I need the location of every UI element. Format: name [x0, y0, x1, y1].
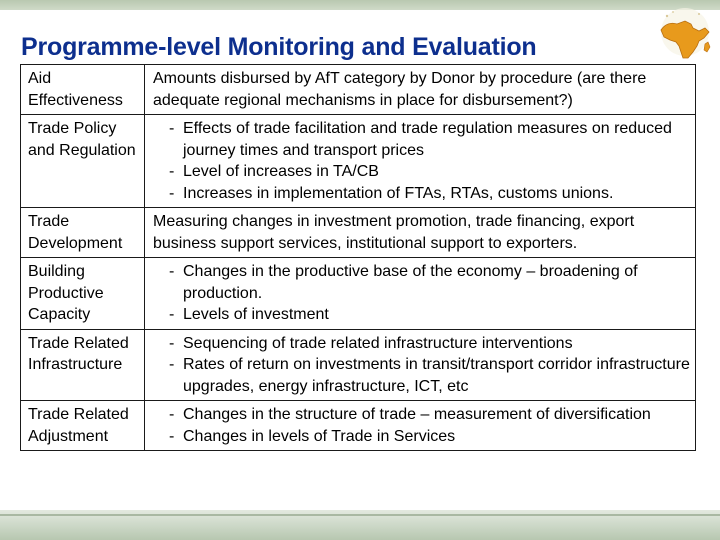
row-label: Building Productive Capacity: [21, 258, 145, 330]
bullet-item: - Changes in the productive base of the economy – broadening of production.: [153, 261, 691, 304]
bullet-item: - Level of increases in TA/CB: [153, 161, 691, 183]
bottom-divider: [0, 514, 720, 516]
bullet-item: - Effects of trade facilitation and trade regulation measures on reduced journey times and transport prices: [153, 118, 691, 161]
bullet-item: - Changes in levels of Trade in Services: [153, 426, 691, 448]
row-content: [145, 115, 696, 208]
table-row: [21, 329, 696, 401]
row-content: [145, 258, 696, 330]
slide-title: Programme-level Monitoring and Evaluation: [21, 33, 537, 61]
row-content: [145, 401, 696, 451]
bullet-item: - Sequencing of trade related infrastructure interventions: [153, 333, 691, 355]
top-decor-band: [0, 0, 720, 10]
row-label: Trade Related Infrastructure: [21, 329, 145, 401]
row-label: Trade Development: [21, 208, 145, 258]
table-row: [21, 401, 696, 451]
table-row: [21, 208, 696, 258]
row-label: Trade Policy and Regulation: [21, 115, 145, 208]
table-row: [21, 258, 696, 330]
bullet-item: - Increases in implementation of FTAs, RTAs, customs unions.: [153, 183, 691, 205]
indicator-table: [20, 64, 696, 451]
row-label: Aid Effectiveness: [21, 65, 145, 115]
table-row: [21, 65, 696, 115]
row-text: Measuring changes in investment promotion, trade financing, export business support services, institutional support to exporters.: [145, 208, 696, 258]
africa-map-icon: [655, 4, 715, 64]
bullet-item: - Rates of return on investments in transit/transport corridor infrastructure upgrades, energy infrastructure, ICT, etc: [153, 354, 691, 397]
row-label: Trade Related Adjustment: [21, 401, 145, 451]
row-text: Amounts disbursed by AfT category by Donor by procedure (are there adequate regional mechanisms in place for disbursement?): [145, 65, 696, 115]
row-content: [145, 329, 696, 401]
bullet-item: - Changes in the structure of trade – measurement of diversification: [153, 404, 691, 426]
bullet-item: - Levels of investment: [153, 304, 691, 326]
table-row: [21, 115, 696, 208]
